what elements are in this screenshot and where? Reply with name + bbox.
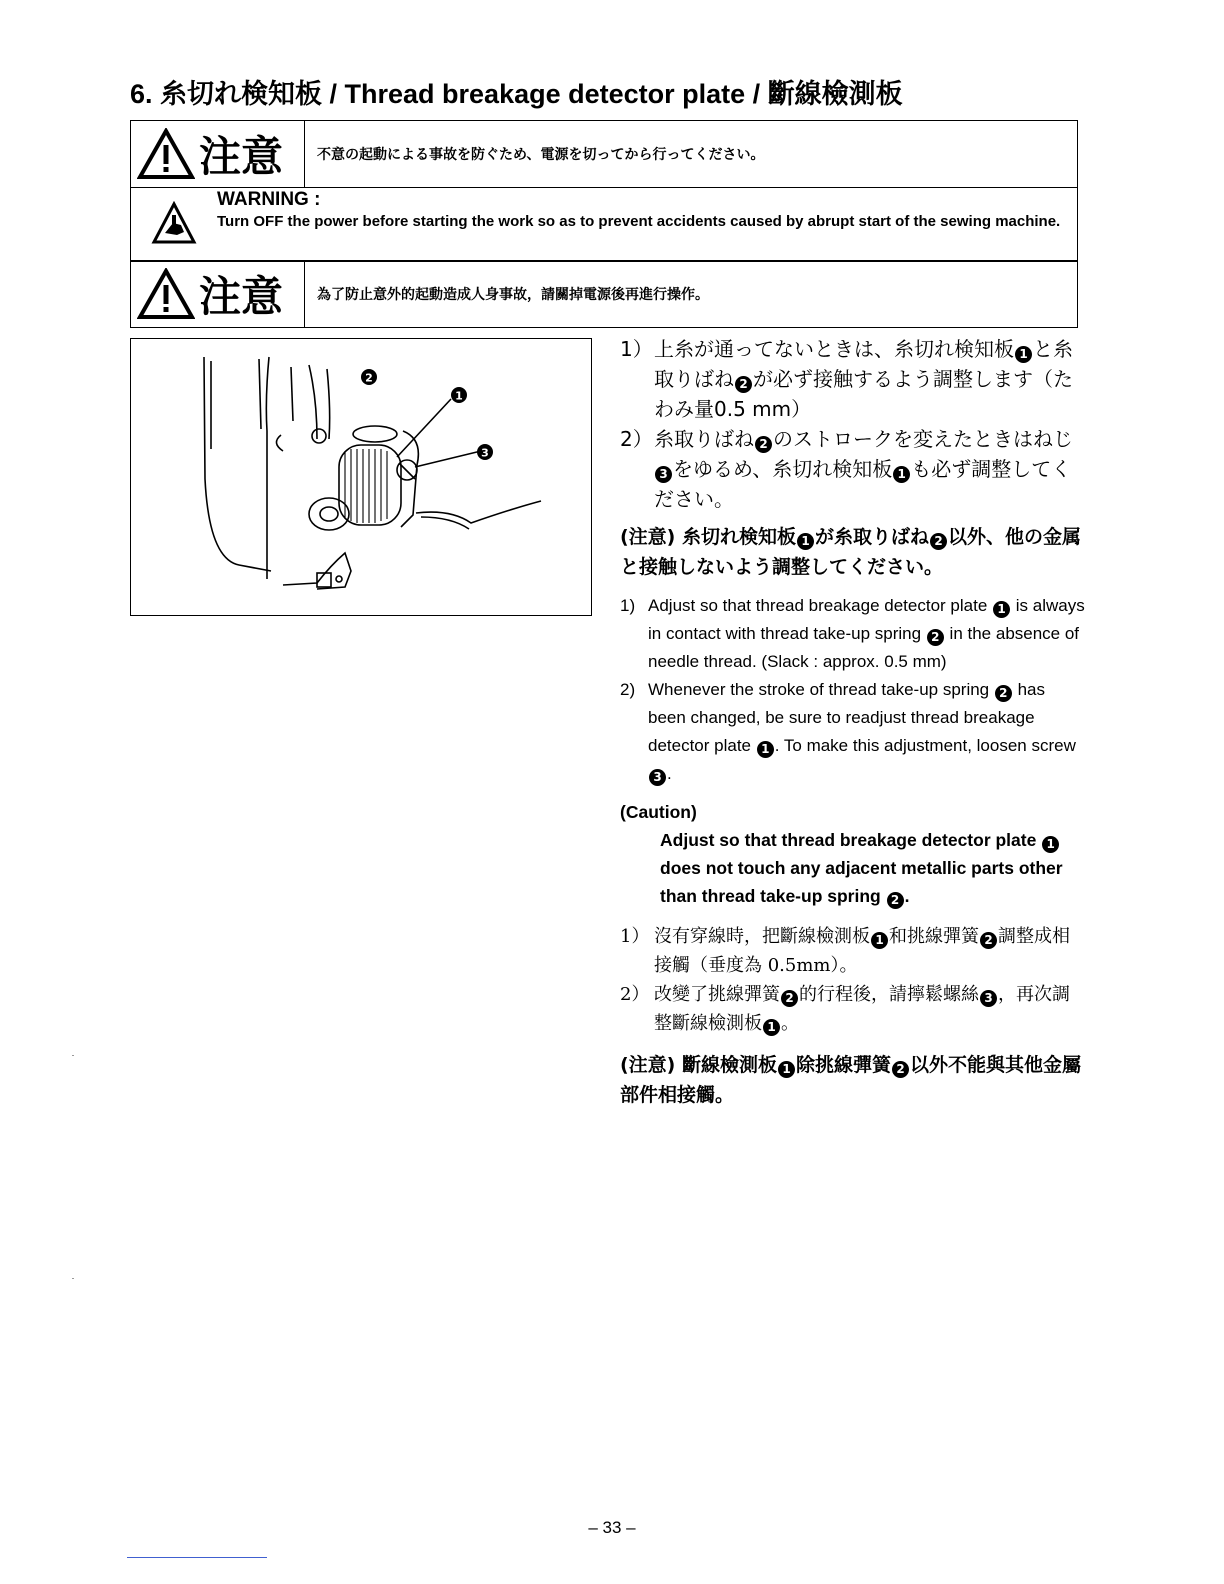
callout-2-icon: 2 [735, 376, 752, 393]
item-number: 2） [620, 427, 653, 451]
caution-kanji: 注意 [199, 132, 284, 181]
svg-text:1: 1 [455, 389, 463, 403]
callout-1-icon: 1 [778, 1061, 795, 1078]
chinese-caution [620, 1050, 1086, 1110]
warning-box-japanese [130, 120, 1078, 188]
warning-box-english [130, 185, 1078, 262]
warning-heading: WARNING : [217, 189, 321, 210]
page-title: 6. 糸切れ検知板 / Thread breakage detector plate / 斷線檢測板 [130, 79, 903, 109]
caution-label: (注意) [620, 526, 676, 548]
warning-triangle-icon [137, 268, 195, 320]
english-instructions [620, 592, 1086, 788]
caution-symbol [131, 261, 305, 327]
caution-label: (注意) [620, 1054, 676, 1076]
item-text: 上糸が通ってないときは、糸切れ検知板 1 と糸取りばね 2 が必ず接触するよう調整します（たわみ量0.5 mm） [654, 337, 1073, 421]
callout-2-icon: 2 [930, 533, 947, 550]
svg-text:3: 3 [481, 446, 489, 460]
callout-2-icon: 2 [892, 1061, 909, 1078]
callout-3 [477, 444, 493, 460]
callout-1-icon: 1 [871, 932, 888, 949]
page-number: – 33 – [588, 1518, 636, 1537]
callout-1-icon: 1 [893, 466, 910, 483]
callout-1 [451, 387, 467, 403]
callout-2-icon: 2 [980, 932, 997, 949]
warning-message-chinese: 為了防止意外的起動造成人身事故，請關掉電源後再進行操作。 [317, 287, 709, 303]
english-caution [620, 798, 1086, 910]
list-item [620, 334, 1086, 424]
callout-3-icon: 3 [649, 769, 666, 786]
caution-kanji: 注意 [199, 272, 284, 321]
callout-3-icon: 3 [655, 466, 672, 483]
warning-triangle-icon [137, 128, 195, 180]
scan-mark [72, 1278, 74, 1279]
hand-hazard-icon [151, 201, 197, 245]
list-item [620, 424, 1086, 514]
caution-text: Adjust so that thread breakage detector plate 1 does not touch any adjacent metallic parts other than thread take-up spring 2 . [660, 830, 1063, 907]
callout-1-icon: 1 [797, 533, 814, 550]
callout-1-icon: 1 [993, 601, 1010, 618]
callout-1-icon: 1 [763, 1019, 780, 1036]
callout-1-icon: 1 [757, 741, 774, 758]
svg-text:2: 2 [365, 371, 373, 385]
japanese-caution [620, 522, 1086, 582]
japanese-instructions [620, 334, 1086, 514]
item-text: 糸取りばね 2 のストロークを変えたときはねじ3 をゆるめ、糸切れ検知板 1 も必ず調整してください。 [654, 427, 1073, 511]
list-item [620, 922, 1086, 980]
callout-2 [361, 369, 377, 385]
caution-text: 斷線檢測板 1 除挑線彈簧 2 以外不能與其他金屬部件相接觸。 [620, 1054, 1082, 1106]
callout-2-icon: 2 [927, 629, 944, 646]
list-item [620, 980, 1086, 1038]
item-number: 1） [620, 926, 650, 947]
footer-rule [127, 1557, 267, 1558]
callout-3-icon: 3 [980, 990, 997, 1007]
item-text: 改變了挑線彈簧 2 的行程後，請擰鬆螺絲 3 ，再次調整斷線檢測板 1 。 [654, 984, 1070, 1034]
item-number: 1） [620, 337, 653, 361]
item-number: 2) [620, 680, 636, 699]
caution-label: (Caution) [620, 802, 697, 822]
scan-mark [72, 1055, 74, 1056]
warning-message-japanese: 不意の起動による事故を防ぐため、電源を切ってから行ってください。 [317, 147, 765, 163]
list-item [620, 676, 1086, 788]
callout-2-icon: 2 [995, 685, 1012, 702]
item-text: 沒有穿線時，把斷線檢測板 1 和挑線彈簧 2 調整成相接觸（垂度為 0.5mm）。 [654, 926, 1070, 976]
caution-text: 糸切れ検知板 1 が糸取りばね 2 以外、他の金属と接触しないよう調整してください。 [620, 526, 1082, 578]
caution-symbol [131, 121, 305, 187]
item-number: 2） [620, 984, 650, 1005]
callout-2-icon: 2 [755, 436, 772, 453]
list-item [620, 592, 1086, 676]
callout-2-icon: 2 [781, 990, 798, 1007]
mechanism-illustration [130, 338, 592, 616]
thread-detector-drawing [131, 339, 590, 614]
item-text: Whenever the stroke of thread take-up spring 2 has been changed, be sure to readjust thread breakage detector plate 1 . To make this adjustment, loosen screw 3 . [648, 680, 1076, 784]
callout-2-icon: 2 [887, 892, 904, 909]
warning-message-english: Turn OFF the power before starting the work so as to prevent accidents caused by abrupt start of the sewing machine. [217, 213, 1061, 230]
warning-box-chinese [130, 260, 1078, 328]
callout-1-icon: 1 [1042, 836, 1059, 853]
chinese-instructions [620, 922, 1086, 1038]
item-text: Adjust so that thread breakage detector plate 1 is always in contact with thread take-up spring 2 in the absence of needle thread. (Slack : approx. 0.5 mm) [648, 596, 1085, 671]
callout-1-icon: 1 [1015, 346, 1032, 363]
item-number: 1) [620, 596, 636, 615]
